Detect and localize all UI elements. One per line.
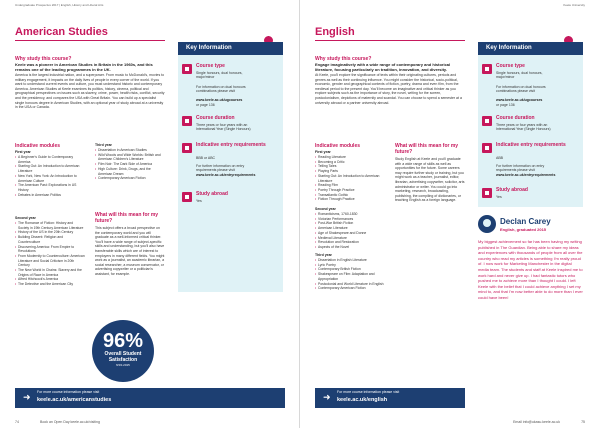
list-item: • The Detective and the American City xyxy=(15,282,85,287)
list-item: • Shakespeare on Film: Adaptation and Appropriation xyxy=(315,272,385,281)
entry-info: For further information on entry requirements please visit xyxy=(196,164,245,173)
key-info-header: Key Information xyxy=(178,42,283,55)
page-footer: Email info@ukasu.keele.ac.uk xyxy=(513,420,560,424)
course-type-heading: Course type xyxy=(196,63,225,69)
dual-page: or page 136 xyxy=(496,103,515,107)
clock-icon xyxy=(182,116,192,126)
title-rule xyxy=(315,40,465,41)
testimonial-name: Declan Carey xyxy=(500,217,551,226)
globe-icon xyxy=(182,192,192,202)
entry-link[interactable]: www.keele.ac.uk/entryrequirements xyxy=(496,173,556,177)
entry-link[interactable]: www.keele.ac.uk/entryrequirements xyxy=(196,173,256,177)
arrow-icon: ➜ xyxy=(323,392,331,402)
third-year-list xyxy=(315,258,385,291)
list-item: • Lyric Poetry xyxy=(315,263,385,268)
page-number: 74 xyxy=(15,420,19,424)
why-heading: Why study this course? xyxy=(15,56,72,62)
list-item: • Debates in American Politics xyxy=(15,193,85,198)
list-item: • Alfred Hitchcock's America xyxy=(15,277,85,282)
list-item: • Dissertation in English Literature xyxy=(315,258,385,263)
list-item: • Reading Literature xyxy=(315,155,385,160)
testimonial-quote: My biggest achievement so far has been having my writing published in The Guardian. Being able to share my ideas and experiences with thousands of people from all over the country who read my articles is something I'm really proud of. I now work for Marketing Manchester in the digital media team. The students and staff at Keele inspired me to work hard and never give up. I had fantastic tutors who pushed me to achieve more than I thought I could. I left Keele with the belief that I could achieve anything I set my mind to, and that I'm now better able to do more than I ever could have been! xyxy=(478,239,583,300)
list-item: • Postcolonial and World Literature in English xyxy=(315,282,385,287)
future-heading: What will this mean for my future? xyxy=(395,143,459,155)
list-item: • The New World in Chains: Slavery and the Origins of Race in America xyxy=(15,268,85,277)
abroad-heading: Study abroad xyxy=(196,191,228,197)
stat-source: NSS 2015 xyxy=(116,363,130,367)
future-heading: What will this mean for my future? xyxy=(95,212,159,224)
right-page xyxy=(300,0,600,428)
list-item: • Dissertation in American Studies xyxy=(95,148,165,153)
key-info-box xyxy=(178,42,283,292)
course-type-icon xyxy=(482,64,492,74)
footer-bar xyxy=(315,388,465,408)
footer-link[interactable]: keele.ac.uk/english xyxy=(337,397,388,403)
list-item: • The American Past: Explorations in US History xyxy=(15,183,85,192)
entry-heading: Indicative entry requirements xyxy=(496,142,566,148)
stat-value: 96% xyxy=(102,330,144,352)
course-type-icon xyxy=(182,64,192,74)
list-item: • From Modernity to Counterculture: American Literature and Social Criticism in 20th Century xyxy=(15,254,85,268)
list-item: • History of the US in the 20th Century xyxy=(15,230,85,235)
satisfaction-stat xyxy=(92,320,154,382)
list-item: • Revolution and Restoration xyxy=(315,240,385,245)
second-year-list xyxy=(315,212,385,250)
page-title: American Studies xyxy=(15,26,108,38)
course-type-heading: Course type xyxy=(496,63,525,69)
dual-info: For information on dual honours combinations please visit xyxy=(196,85,246,94)
list-item: • American Literature xyxy=(315,226,385,231)
footer-link[interactable]: keele.ac.uk/americanstudies xyxy=(37,397,112,403)
key-info-box xyxy=(478,42,583,207)
list-item: • Discovering America: From Empire to Revolutions xyxy=(15,245,85,254)
page-footer: Book an Open Day keele.ac.uk/visiting xyxy=(40,420,100,424)
list-item: • Playing Parts xyxy=(315,169,385,174)
title-rule xyxy=(15,40,165,41)
intro-bold: Keele was a pioneer in American Studies in Britain in the 1960s, and this remains one of the leading programmes in the UK. xyxy=(15,62,153,72)
list-item: • Wild Woods and Wide Worlds: British and American Children's Literature xyxy=(95,153,165,162)
third-year-label: Third year xyxy=(315,253,332,257)
list-item: • Telling Tales xyxy=(315,164,385,169)
entry-icon xyxy=(482,143,492,153)
abroad-value: Yes xyxy=(496,195,502,199)
testimonial-course: English, graduated 2015 xyxy=(500,227,547,232)
dual-page: or page 136 xyxy=(196,103,215,107)
list-item: • Reading Film xyxy=(315,183,385,188)
duration-value: Three years or four years with an International Year (Single Honours) xyxy=(496,123,551,132)
modules-heading: Indicative modules xyxy=(315,143,361,149)
first-year-list xyxy=(15,155,85,197)
page-number: 75 xyxy=(581,420,585,424)
course-type-value: Single honours, dual honours, major/minor xyxy=(496,71,543,80)
future-body: Study English at Keele and you'll graduate with a wide range of skills as well as opportunities for the future. Some careers may require further study or training, but you might work as a teacher, journalist, editor, librarian, advertising copywriter, solicitor, arts administrator or writer. You could go into marketing, research, broadcasting, publishing, the compiling of dictionaries, or teaching English as a foreign language. xyxy=(395,157,465,203)
list-item: • Contemporary British Fiction xyxy=(315,267,385,272)
second-year-list xyxy=(15,221,85,287)
stat-label-2: Satisfaction xyxy=(108,357,138,363)
entry-info: For further information on entry requirements please visit xyxy=(496,164,545,173)
list-item: • Starting Out: An Introduction to American Literature xyxy=(15,164,85,173)
future-body: This subject offers a broad perspective on the contemporary world and you will graduate as a well-informed critical thinker. You'll have a wide range of subject-specific skills and understanding, but you'll also have transferable skills which are of interest to employers in many different fields. You might work as a journalist, an academic librarian, a social researcher, a museum conservator, or advertising copywriter or a politician's assistant, for example. xyxy=(95,226,165,276)
page-title: English xyxy=(315,26,355,38)
why-heading: Why study this course? xyxy=(315,56,372,62)
entry-value: ABB xyxy=(496,156,504,160)
list-item: • The Romance of Fiction: History and Society in 19th Century American Literature xyxy=(15,221,85,230)
dual-link[interactable]: www.keele.ac.uk/ugcourses xyxy=(496,98,543,102)
key-info-header: Key Information xyxy=(478,42,583,55)
first-year-list xyxy=(315,155,385,202)
modules-heading: Indicative modules xyxy=(15,143,61,149)
list-item: • Romanticisms, 1760-1830 xyxy=(315,212,385,217)
entry-value: BBB or ABC xyxy=(196,156,216,160)
intro-body: America is the largest industrial nation, and a superpower. From music to McDonald's, movies to military engagement, it impacts on the daily lives of people in every corner of the world. If you want to understand current events and culture, you must understand historic and contemporary America. American Studies at Keele examines its politics, history, cinema, political and geographical perspectives on issues such as slavery, crime, power, health risks, conflict, security and the presidency, and compares the USA with Great Britain. You can build up a specialist single honours degree in American Studies, with an optional year of study abroad at a university in the USA or Canada. xyxy=(15,73,165,110)
testimonial xyxy=(478,215,583,385)
abroad-value: Yes xyxy=(196,199,202,203)
entry-icon xyxy=(182,143,192,153)
footer-line: For more course information please visit xyxy=(337,390,400,394)
list-item: • Building Dissent: Religion and Counterculture xyxy=(15,235,85,244)
running-header: Undergraduate Prospectus 2017 | English, History and Liberal Arts xyxy=(15,3,104,7)
list-item: • Poetry Through Practice xyxy=(315,188,385,193)
footer-bar xyxy=(15,388,285,408)
stat-label-1: Overall Student xyxy=(104,351,142,357)
globe-icon xyxy=(482,188,492,198)
list-item: • Transatlantic Gothic xyxy=(315,193,385,198)
abroad-heading: Study abroad xyxy=(496,187,528,193)
arrow-icon: ➜ xyxy=(23,392,31,402)
list-item: • Victorian Performances xyxy=(315,217,385,222)
duration-heading: Course duration xyxy=(196,115,235,121)
list-item: • Fiction Through Practice xyxy=(315,197,385,202)
list-item: • Film Noir: The Dark Side of America xyxy=(95,162,165,167)
list-item: • High Culture: Drink, Drugs, and the American Dream xyxy=(95,167,165,176)
list-item: • Age of Shakespeare and Donne xyxy=(315,231,385,236)
duration-value: Three years or four years with an International Year (Single Honours) xyxy=(196,123,251,132)
intro-body: At Keele, you'll explore the significance of texts within their originating cultures, periods and genres as well as their continuing influence. You might consider the historical, socio-political, economic, gender and geographical contexts of fiction, poetry, drama and even film, from the medieval period to the present day. You'll become an imaginative and critical thinker as you explore subjects such as the importance of story, the novel, writing for the screen, postcolonialism, depictions of maternity and scandal. You can choose to spend a semester at a university abroad or a partner university abroad. xyxy=(315,73,462,105)
running-header: Keele University xyxy=(563,3,585,7)
dual-link[interactable]: www.keele.ac.uk/ugcourses xyxy=(196,98,243,102)
third-year-label: Third year xyxy=(95,143,112,147)
dual-info: For information on dual honours combinations please visit xyxy=(496,85,546,94)
list-item: • Aspects of the Novel xyxy=(315,245,385,250)
first-year-label: First year xyxy=(15,150,31,154)
avatar xyxy=(478,215,496,233)
second-year-label: Second year xyxy=(315,207,336,211)
course-type-value: Single honours, dual honours, major/minor xyxy=(196,71,243,80)
clock-icon xyxy=(482,116,492,126)
list-item: • A Beginner's Guide to Contemporary America xyxy=(15,155,85,164)
list-item: • Contemporary American Fiction xyxy=(315,286,385,291)
list-item: • Contemporary American Fiction xyxy=(95,176,165,181)
first-year-label: First year xyxy=(315,150,331,154)
duration-heading: Course duration xyxy=(496,115,535,121)
list-item: • Becoming a Critic xyxy=(315,160,385,165)
third-year-list xyxy=(95,148,165,181)
intro-bold: Engage imaginatively with a wide range of contemporary and historical literature, focusing particularly on tradition, innovation, and diversity. xyxy=(315,62,451,72)
footer-line: For more course information please visit xyxy=(37,390,100,394)
list-item: • New York, New York: An Introduction to American Culture xyxy=(15,174,85,183)
list-item: • Starting Out: An Introduction to American Literature xyxy=(315,174,385,183)
second-year-label: Second year xyxy=(15,216,36,220)
list-item: • Post-War British Fiction xyxy=(315,221,385,226)
list-item: • Medieval Literature xyxy=(315,236,385,241)
entry-heading: Indicative entry requirements xyxy=(196,142,266,148)
